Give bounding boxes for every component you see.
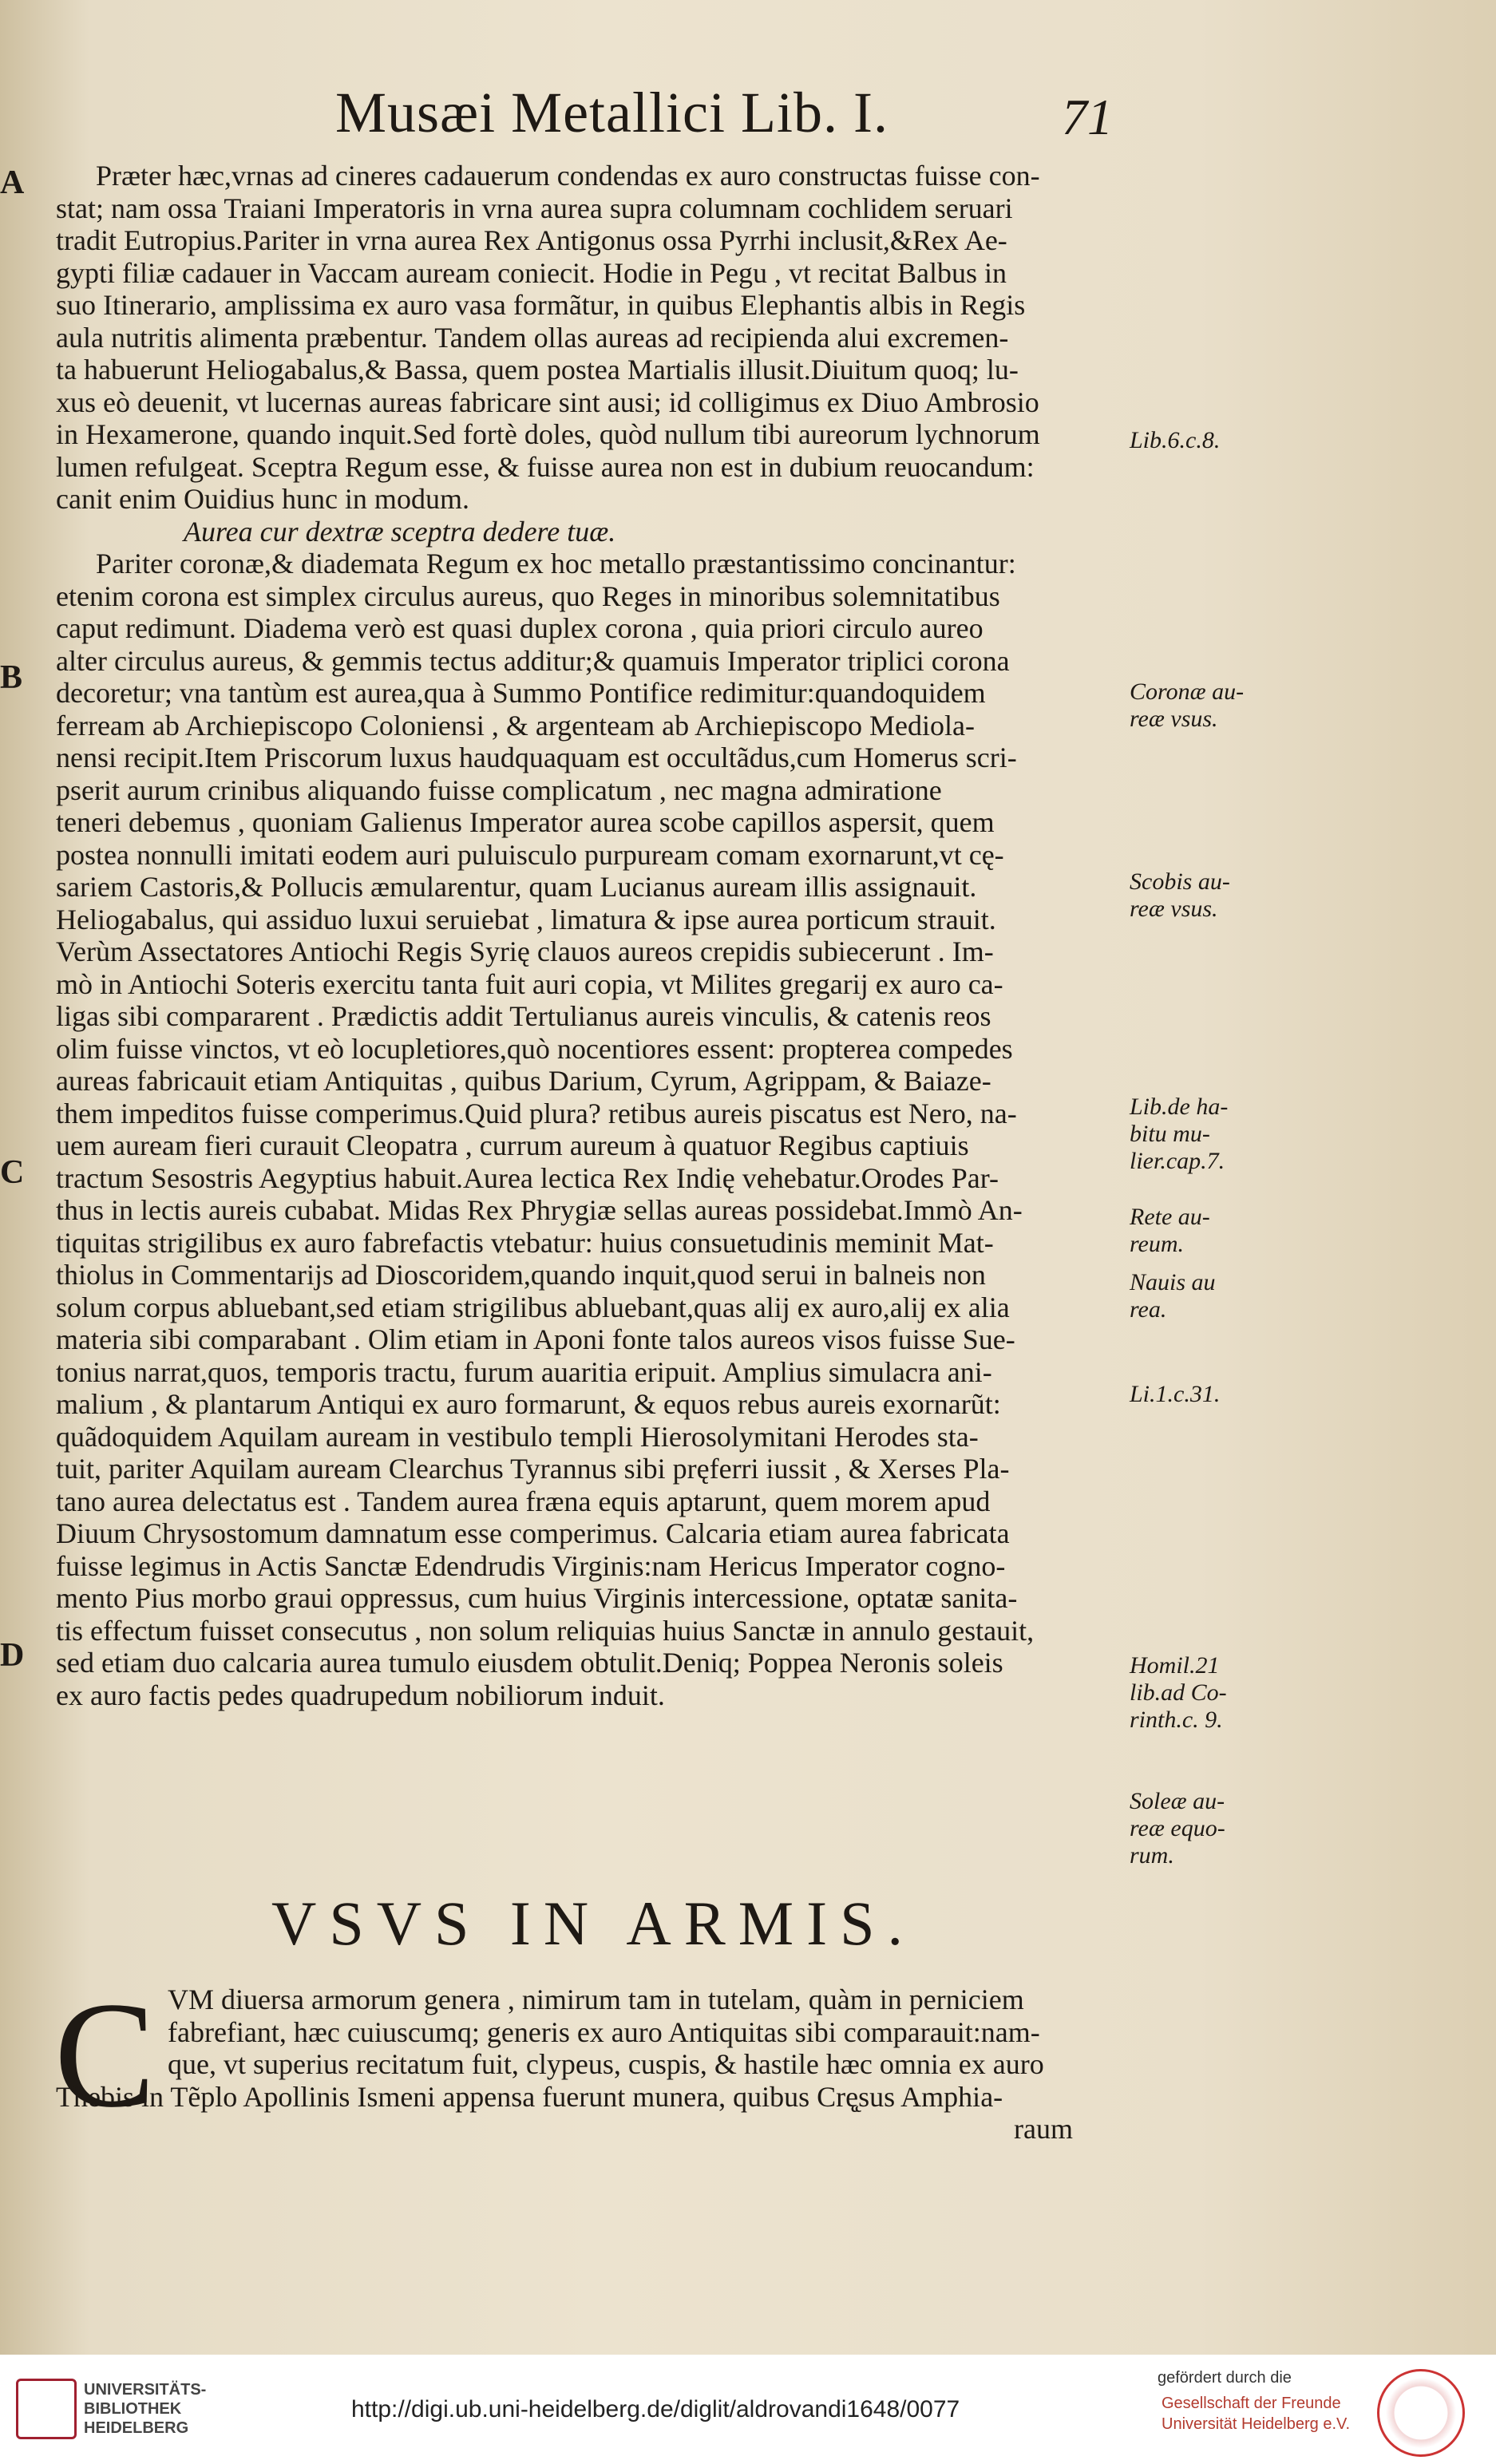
text-line: teneri debemus , quoniam Galienus Imperator aurea scobe capillos aspersit, quem bbox=[56, 806, 995, 838]
text-line: xus eò deuenit, vt lucernas aureas fabricare sint ausi; id colligimus ex Diuo Ambrosio bbox=[56, 386, 1039, 418]
page-number: 71 bbox=[1062, 89, 1113, 145]
text-line: Præter hæc,vrnas ad cineres cadauerum condendas ex auro constructas fuisse con- bbox=[96, 160, 1040, 192]
text-line: caput redimunt. Diadema verò est quasi duplex corona , quia priori circulo aureo bbox=[56, 612, 983, 644]
text-line: lumen refulgeat. Sceptra Regum esse, & fuisse aurea non est in dubium reuocandum: bbox=[56, 450, 1035, 483]
text-line: aula nutritis alimenta præbentur. Tandem ollas aureas ad recipienda alui excremen- bbox=[56, 321, 1009, 354]
margin-note: Nauis au rea. bbox=[1130, 1269, 1216, 1323]
text-line: alter circulus aureus, & gemmis tectus additur;& quamuis Imperator triplici corona bbox=[56, 644, 1010, 677]
text-line: Heliogabalus, qui assiduo luxui seruiebat , limatura & ipse aurea porticum strauit. bbox=[56, 903, 996, 935]
text-line: postea nonnulli imitati eodem auri puluisculo purpuream comam exornarunt,vt cę- bbox=[56, 838, 1004, 871]
text-line: fuisse legimus in Actis Sanctæ Edendrudis Virginis:nam Hericus Imperator cogno- bbox=[56, 1549, 1006, 1582]
text-line: canit enim Ouidius hunc in modum. bbox=[56, 483, 469, 515]
section-heading: VSVS IN ARMIS. bbox=[271, 1889, 916, 1958]
text-line: tuit, pariter Aquilam auream Clearchus Tyrannus sibi pręferri iussit , & Xerses Pla- bbox=[56, 1453, 1010, 1485]
library-logo-icon bbox=[16, 2379, 77, 2439]
society-name: Gesellschaft der Freunde Universität Heidelberg e.V. bbox=[1162, 2395, 1351, 2433]
text-line: uem auream fieri curauit Cleopatra , currum aureum à quatuor Regibus captiuis bbox=[56, 1129, 969, 1161]
university-seal-icon bbox=[1377, 2369, 1465, 2457]
funded-by-label: gefördert durch die bbox=[1158, 2369, 1292, 2387]
running-header bbox=[0, 80, 1496, 152]
section-letter-d: D bbox=[0, 1637, 25, 1674]
library-footer bbox=[0, 2355, 1496, 2464]
text-line: them impeditos fuisse comperimus.Quid plura? retibus aureis piscatus est Nero, na- bbox=[56, 1097, 1017, 1129]
text-line: tiquitas strigilibus ex auro fabrefactis vtebatur: huius consuetudinis meminit Mat- bbox=[56, 1226, 994, 1259]
text-line: in Hexamerone, quando inquit.Sed fortè doles, quòd nullum tibi aureorum lychnorum bbox=[56, 418, 1040, 450]
margin-note: Lib.6.c.8. bbox=[1130, 427, 1221, 453]
text-line: mò in Antiochi Soteris exercitu tanta fuit auri copia, vt Milites gregarij ex auro ca- bbox=[56, 967, 1003, 1000]
text-line: Aurea cur dextræ sceptra dedere tuæ. bbox=[184, 515, 616, 548]
section-letter-b: B bbox=[0, 659, 23, 696]
margin-note: Homil.21 lib.ad Co- rinth.c. 9. bbox=[1130, 1652, 1227, 1733]
text-line: Pariter coronæ,& diademata Regum ex hoc metallo præstantissimo concinantur: bbox=[96, 548, 1016, 579]
text-line: tis effectum fuisset consecutus , non solum reliquias huius Sanctæ in annulo gestauit, bbox=[56, 1614, 1035, 1647]
text-line: tano aurea delectatus est . Tandem aurea fræna equis aptarunt, quem morem apud bbox=[56, 1485, 991, 1517]
text-line: mento Pius morbo graui oppressus, cum huius Virginis intercessione, optatæ sanita- bbox=[56, 1582, 1018, 1614]
text-line: tonius narrat,quos, temporis tractu, furum auaritia eripuit. Amplius simulacra ani- bbox=[56, 1355, 992, 1388]
text-line: pserit aurum crinibus aliquando fuisse complicatum , nec magna admiratione bbox=[56, 773, 942, 806]
margin-note: Rete au- reum. bbox=[1130, 1204, 1210, 1257]
text-line: sariem Castoris,& Pollucis æmularentur, quam Lucianus auream illis assignauit. bbox=[56, 871, 977, 903]
text-line: ferream ab Archiepiscopo Coloniensi , & argenteam ab Archiepiscopo Mediola- bbox=[56, 709, 975, 742]
text-line: thiolus in Commentarijs ad Dioscoridem,quando inquit,quod serui in balneis non bbox=[56, 1259, 986, 1291]
text-line: aureas fabricauit etiam Antiquitas , quibus Darium, Cyrum, Agrippam, & Baiaze- bbox=[56, 1065, 991, 1097]
text-line: ligas sibi compararent . Prædictis addit Tertulianus aureis vinculis, & catenis reos bbox=[56, 1000, 991, 1032]
text-line: etenim corona est simplex circulus aureus, quo Reges in minoribus solemnitatibus bbox=[56, 579, 1000, 612]
text-line: malium , & plantarum Antiqui ex auro formarunt, & equos rebus aureis exornarũt: bbox=[56, 1388, 1001, 1420]
margin-note: Lib.de ha- bitu mu- lier.cap.7. bbox=[1130, 1094, 1229, 1174]
margin-note: Li.1.c.31. bbox=[1130, 1381, 1221, 1407]
text-line: materia sibi comparabant . Olim etiam in Aponi fonte talos aureos visos fuisse Sue- bbox=[56, 1323, 1015, 1355]
text-line: olim fuisse vinctos, vt eò locupletiores,quò nocentiores essent: propterea compedes bbox=[56, 1032, 1013, 1065]
library-name: UNIVERSITÄTS- BIBLIOTHEK HEIDELBERG bbox=[84, 2381, 207, 2437]
text-line: gypti filiæ cadauer in Vaccam auream coniecit. Hodie in Pegu , vt recitat Balbus in bbox=[56, 256, 1007, 289]
text-line: thus in lectis aureis cubabat. Midas Rex Phrygiæ sellas aureas possidebat.Immò An- bbox=[56, 1194, 1023, 1226]
text-line: quãdoquidem Aquilam auream in vestibulo templi Hierosolymitani Herodes sta- bbox=[56, 1420, 979, 1453]
text-line: solum corpus abluebant,sed etiam strigilibus abluebant,quas alij ex auro,alij ex alia bbox=[56, 1291, 1010, 1323]
margin-note: Soleæ au- reæ equo- rum. bbox=[1130, 1788, 1225, 1869]
text-line: tractum Sesostris Aegyptius habuit.Aurea lectica Rex Indię vehebatur.Orodes Par- bbox=[56, 1161, 999, 1194]
section-letter-c: C bbox=[0, 1154, 25, 1191]
text-line: Verùm Assectatores Antiochi Regis Syrię clauos aureos crepidis subiecerunt . Im- bbox=[56, 935, 994, 967]
permalink-url[interactable]: http://digi.ub.uni-heidelberg.de/diglit/aldrovandi1648/0077 bbox=[351, 2396, 960, 2422]
section-letter-a: A bbox=[0, 164, 25, 201]
text-line: nensi recipit.Item Priscorum luxus haudquaquam est occultãdus,cum Homerus scri- bbox=[56, 742, 1017, 773]
text-line: fabrefiant, hæc cuiuscumq; generis ex auro Antiquitas sibi comparauit:nam- bbox=[168, 2015, 1040, 2048]
text-line: decoretur; vna tantùm est aurea,qua à Summo Pontifice redimitur:quandoquidem bbox=[56, 677, 986, 709]
text-line: raum bbox=[1014, 2113, 1073, 2145]
drop-capital: C bbox=[54, 1972, 156, 2139]
text-line: que, vt superius recitatum fuit, clypeus, cuspis, & hastile hæc omnia ex auro bbox=[168, 2048, 1044, 2080]
text-line: stat; nam ossa Traiani Imperatoris in vrna aurea supra columnam cochlidem seruari bbox=[56, 192, 1013, 224]
text-line: suo Itinerario, amplissima ex auro vasa formãtur, in quibus Elephantis albis in Regis bbox=[56, 289, 1026, 321]
text-line: VM diuersa armorum genera , nimirum tam in tutelam, quàm in perniciem bbox=[168, 1983, 1024, 2015]
text-line: Diuum Chrysostomum damnatum esse comperimus. Calcaria etiam aurea fabricata bbox=[56, 1517, 1010, 1549]
text-line: ta habuerunt Heliogabalus,& Bassa, quem postea Martialis illusit.Diuitum quoq; lu- bbox=[56, 354, 1019, 386]
margin-note: Coronæ au- reæ vsus. bbox=[1130, 678, 1245, 732]
text-line: Thebis in Tẽplo Apollinis Ismeni appensa fuerunt munera, quibus Crę̨sus Amphia- bbox=[56, 2080, 1003, 2113]
running-title: Musæi Metallici Lib. I. bbox=[335, 81, 888, 144]
text-line: ex auro factis pedes quadrupedum nobiliorum induit. bbox=[56, 1679, 665, 1711]
text-line: tradit Eutropius.Pariter in vrna aurea Rex Antigonus ossa Pyrrhi inclusit,&Rex Ae- bbox=[56, 224, 1007, 256]
text-line: sed etiam duo calcaria aurea tumulo eiusdem obtulit.Deniq; Poppea Neronis soleis bbox=[56, 1647, 1003, 1679]
margin-note: Scobis au- reæ vsus. bbox=[1130, 868, 1230, 922]
